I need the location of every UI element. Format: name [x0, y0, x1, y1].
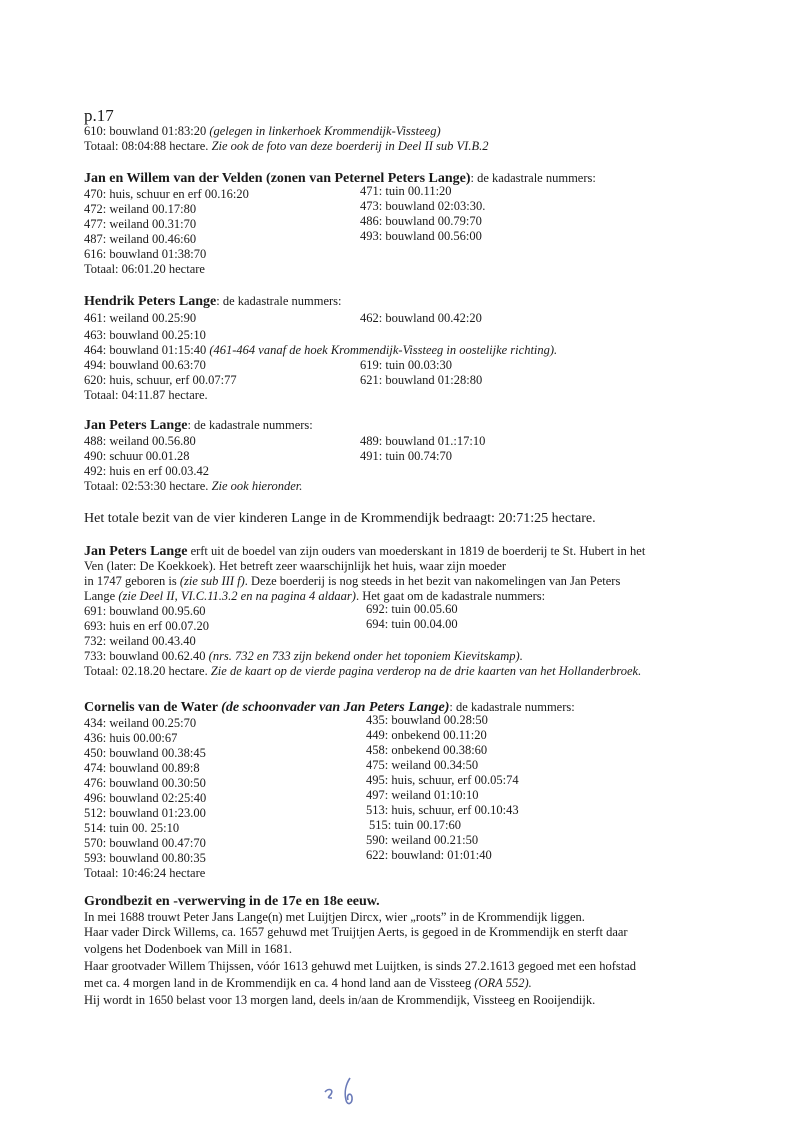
parcel-row: 488: weiland 00.56.80 489: bouwland 01.:17:10 — [84, 434, 486, 448]
paragraph-line: Haar grootvader Willem Thijssen, vóór 1613 gehuwd met Luijtken, is sinds 27.2.1613 gegoed met een hofstad — [84, 959, 637, 973]
paragraph-line: In mei 1688 trouwt Peter Jans Lange(n) met Luijtjen Dircx, wier „roots” in de Krommendijk liggen. — [84, 910, 585, 924]
total-row: Totaal: 06:01.20 hectare — [84, 262, 205, 276]
paragraph-line: volgens het Dodenboek van Mill in 1681. — [84, 942, 292, 956]
parcel-row: 492: huis en erf 00.03.42 — [84, 464, 209, 478]
intro-line-2: Totaal: 08:04:88 hectare. Zie ook de foto van deze boerderij in Deel II sub VI.B.2 — [84, 139, 489, 153]
paragraph-line: met ca. 4 morgen land in de Krommendijk en ca. 4 hond land aan de Vissteeg (ORA 552). — [84, 976, 532, 990]
section-hendrik — [84, 293, 684, 403]
handwritten-mark — [322, 1070, 362, 1110]
parcel-row: 496: bouwland 02:25:40 497: weiland 01:10:10 — [84, 788, 479, 805]
parcel-row: 616: bouwland 01:38:70 — [84, 247, 207, 261]
section-title: Cornelis van de Water (de schoonvader van Jan Peters Lange): de kadastrale nummers: — [84, 700, 575, 715]
total-row: Totaal: 10:46:24 hectare — [84, 866, 206, 880]
parcel-row: 693: huis en erf 00.07.20 694: tuin 00.04.00 — [84, 617, 458, 633]
summary-line: Het totale bezit van de vier kinderen Lange in de Krommendijk bedraagt: 20:71:25 hectare. — [84, 511, 596, 526]
parcel-row: 464: bouwland 01:15:40 (461-464 vanaf de hoek Krommendijk-Vissteeg in oostelijke richting). — [84, 343, 558, 357]
section-cornelis — [84, 699, 684, 881]
paragraph-line: Lange (zie Deel II, VI.C.11.3.2 en na pagina 4 aldaar). Het gaat om de kadastrale nummers: — [84, 589, 546, 603]
intro-block — [84, 124, 684, 154]
parcel-row: 733: bouwland 00.62.40 (nrs. 732 en 733 zijn bekend onder het toponiem Kievitskamp). — [84, 649, 523, 663]
parcel-row: 476: bouwland 00.30:50 495: huis, schuur, erf 00.05:74 — [84, 773, 519, 790]
paragraph-line: Ven (later: De Koekkoek). Het betreft zeer waarschijnlijk het huis, waar zijn moeder — [84, 559, 507, 573]
section-grondbezit — [84, 893, 724, 1008]
parcel-row: 494: bouwland 00.63:70 619: tuin 00.03:30 — [84, 358, 453, 372]
parcel-row: 474: bouwland 00.89:8 475: weiland 00.34:50 — [84, 758, 479, 775]
paragraph-line: Haar vader Dirck Willems, ca. 1657 gehuwd met Truijtjen Aerts, is gegoed in de Krommendijk en sterft daar — [84, 925, 628, 939]
parcel-row: 514: tuin 00. 25:10 515: tuin 00.17:60 — [84, 818, 462, 835]
intro-line-1: 610: bouwland 01:83:20 (gelegen in linkerhoek Krommendijk-Vissteeg) — [84, 124, 441, 138]
section-jan-peters-lange-2 — [84, 544, 704, 679]
paragraph-line: Jan Peters Lange erft uit de boedel van zijn ouders van moederskant in 1819 de boerderij te St. Hubert in het — [84, 544, 646, 559]
section-title: Jan en Willem van der Velden (zonen van Peternel Peters Lange): de kadastrale nummers: — [84, 171, 596, 186]
parcel-row: 472: weiland 00.17:80 473: bouwland 02:03:30. — [84, 199, 486, 216]
parcel-row: 691: bouwland 00.95.60 692: tuin 00.05.60 — [84, 602, 458, 618]
section-title: Hendrik Peters Lange: de kadastrale nummers: — [84, 294, 342, 309]
page-number: p.17 — [84, 106, 114, 125]
parcel-row: 512: bouwland 01:23.00 513: huis, schuur, erf 00.10:43 — [84, 803, 519, 820]
parcel-row: 477: weiland 00.31:70 486: bouwland 00.79:70 — [84, 214, 482, 231]
parcel-row: 463: bouwland 00.25:10 — [84, 328, 206, 342]
parcel-list — [84, 184, 684, 277]
paragraph-line: Hij wordt in 1650 belast voor 13 morgen land, deels in/aan de Krommendijk, Vissteeg en Rooijendijk. — [84, 993, 596, 1007]
section-title: Jan Peters Lange: de kadastrale nummers: — [84, 418, 313, 433]
parcel-row: 732: weiland 00.43.40 — [84, 634, 196, 648]
parcel-row: 593: bouwland 00.80:35 622: bouwland: 01:01:40 — [84, 848, 492, 865]
parcel-row: 450: bouwland 00.38:45 458: onbekend 00.38:60 — [84, 743, 488, 760]
parcel-row: 570: bouwland 00.47:70 590: weiland 00.21:50 — [84, 833, 479, 850]
total-row: Totaal: 02:53:30 hectare. Zie ook hieronder. — [84, 479, 303, 493]
parcel-row: 620: huis, schuur, erf 00.07:77 621: bouwland 01:28:80 — [84, 373, 483, 387]
paragraph-line: in 1747 geboren is (zie sub III f). Deze boerderij is nog steeds in het bezit van nakomelingen van Jan Peters — [84, 574, 621, 588]
parcel-row: 487: weiland 00.46:60 493: bouwland 00.56:00 — [84, 229, 482, 246]
total-row: Totaal: 02.18.20 hectare. Zie de kaart op de vierde pagina verderop na de drie kaarten van het Hollanderbroek. — [84, 664, 642, 678]
parcel-row: 436: huis 00.00:67 449: onbekend 00.11:20 — [84, 728, 487, 745]
parcel-row: 461: weiland 00.25:90 462: bouwland 00.42:20 — [84, 311, 482, 325]
parcel-row: 434: weiland 00.25:70 435: bouwland 00.28:50 — [84, 713, 488, 730]
section-jan-peters-lange-1 — [84, 417, 684, 494]
parcel-row: 490: schuur 00.01.28 491: tuin 00.74:70 — [84, 449, 453, 463]
total-row: Totaal: 04:11.87 hectare. — [84, 388, 208, 402]
section-velden — [84, 170, 684, 277]
parcel-row: 470: huis, schuur en erf 00.16:20 471: tuin 00.11:20 — [84, 184, 452, 201]
section-title: Grondbezit en -verwerving in de 17e en 18e eeuw. — [84, 894, 380, 909]
